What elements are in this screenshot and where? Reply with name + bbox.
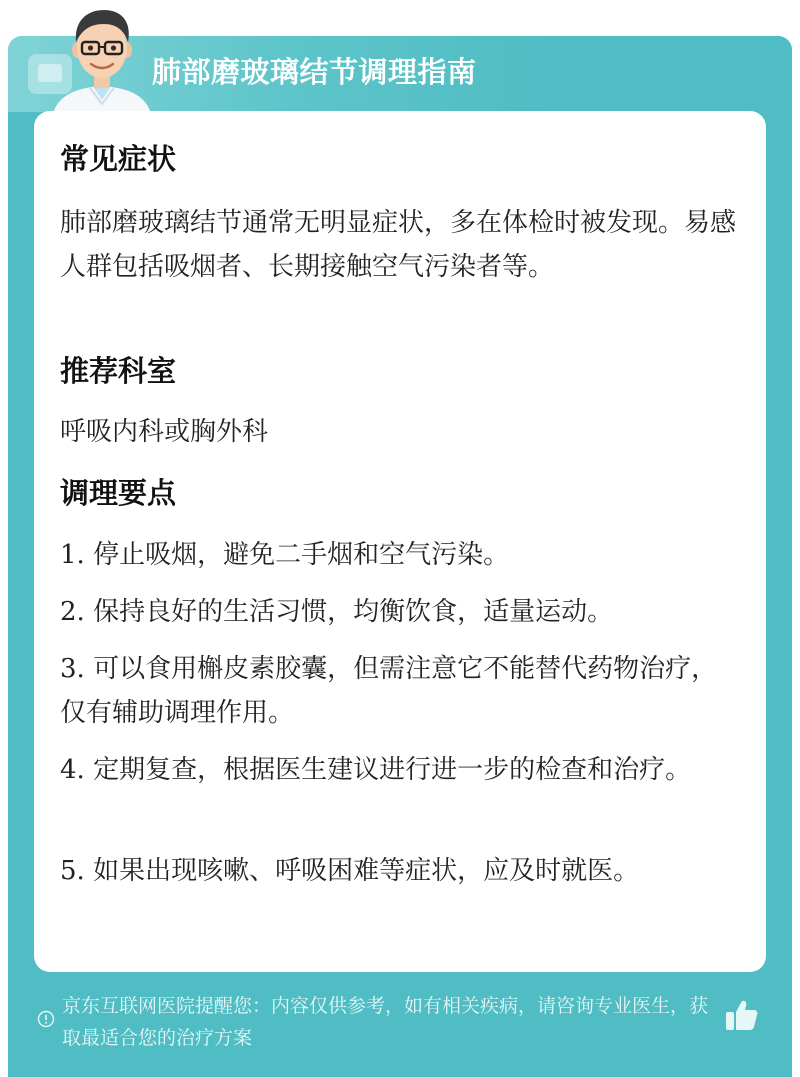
list-item-text: 定期复查，根据医生建议进行进一步的检查和治疗。 xyxy=(93,755,692,785)
symptoms-heading: 常见症状 xyxy=(60,142,177,176)
list-item-number: 1. xyxy=(60,540,85,570)
care-list-item xyxy=(60,748,740,792)
care-list-item xyxy=(60,533,740,577)
care-list-item xyxy=(60,590,740,634)
care-list-item xyxy=(60,849,740,893)
list-item-number: 2. xyxy=(60,597,85,627)
doctor-avatar-icon xyxy=(44,4,160,118)
page-title: 肺部磨玻璃结节调理指南 xyxy=(152,55,477,89)
list-item-number: 3. xyxy=(60,654,85,684)
symptoms-text: 肺部磨玻璃结节通常无明显症状，多在体检时被发现。易感人群包括吸烟者、长期接触空气污染者等。 xyxy=(60,208,737,282)
list-item-text: 可以食用槲皮素胶囊，但需注意它不能替代药物治疗，仅有辅助调理作用。 xyxy=(60,654,718,728)
list-item-number: 5. xyxy=(60,856,85,886)
list-item-text: 保持良好的生活习惯，均衡饮食，适量运动。 xyxy=(93,597,614,627)
care-heading: 调理要点 xyxy=(60,476,177,510)
list-item-number: 4. xyxy=(60,755,85,785)
list-item-text: 如果出现咳嗽、呼吸困难等症状，应及时就医。 xyxy=(93,856,640,886)
department-heading: 推荐科室 xyxy=(60,354,177,388)
department-text: 呼吸内科或胸外科 xyxy=(60,417,269,447)
care-list-item xyxy=(60,647,740,735)
thumbs-up-icon[interactable] xyxy=(724,998,760,1032)
info-icon xyxy=(37,1010,55,1028)
list-item-text: 停止吸烟，避免二手烟和空气污染。 xyxy=(93,540,510,570)
disclaimer-text: 京东互联网医院提醒您：内容仅供参考，如有相关疾病，请咨询专业医生，获取最适合您的治疗方案 xyxy=(62,995,709,1049)
content-card xyxy=(34,111,766,972)
